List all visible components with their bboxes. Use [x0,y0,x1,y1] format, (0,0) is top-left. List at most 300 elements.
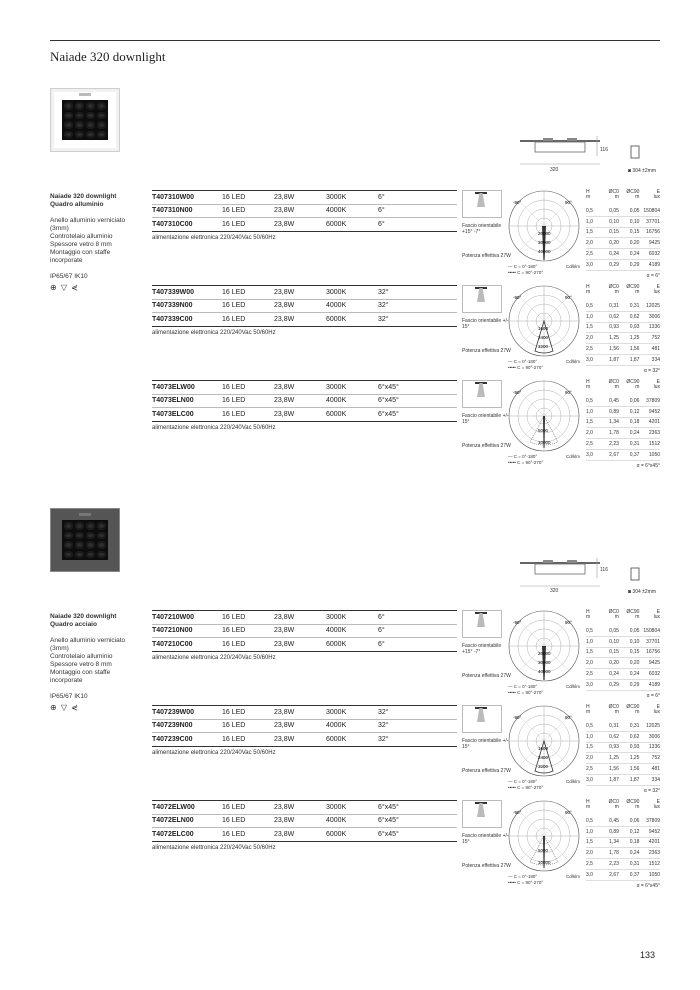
power: 23,8W [274,383,295,391]
photometry-cell: 1,87 [629,776,640,783]
photometry-cell: 0,93 [629,324,640,331]
photometry-cell: 1,78 [609,430,619,437]
photometry-unit-cell: lux [653,804,661,810]
photometry-cell: 0,24 [609,671,619,678]
polar-axis-left: -90° [513,200,522,205]
beam-angle: 6° [378,207,385,215]
photometry-cell: 1,5 [586,229,593,236]
dim-height-top: 116 [600,147,608,153]
photometry-cell: 2,5 [586,861,593,868]
photometry-units [586,615,660,620]
beam-angle: 6°x45° [378,410,399,418]
desc-line: Anello alluminio verniciato [50,637,126,644]
photometry-cell: 0,20 [609,660,619,667]
photometry-row [586,228,660,239]
photometry-cell: 481 [651,346,661,353]
photometry-cell: 0,5 [586,397,593,404]
desc-line: incorporate [50,677,83,684]
photometry-cell: 1,87 [609,776,619,783]
photometry-unit-cell: m [586,804,591,810]
photometry-cell: 37701 [646,638,661,645]
photometry-header-cell: ØC90 [626,704,640,710]
product-code: T407210N00 [152,627,193,635]
photometry-cell: 12025 [646,302,661,309]
effective-power-note: Potenza effettiva 27W [462,673,511,679]
photometry-cell: 752 [651,335,661,342]
polar-axis-left: -90° [513,810,522,815]
photometry-cell: 2,0 [586,335,593,342]
power: 23,8W [274,817,295,825]
photometry-cell: 2,0 [586,755,593,762]
photometry-table [586,190,660,279]
photometry-row [586,732,660,743]
product-code: T4073ELN00 [152,397,194,405]
polar-legend [508,779,588,791]
polar-legend [508,359,588,371]
product-code: T407339C00 [152,315,193,323]
photometry-cell: 0,05 [629,207,640,214]
desc-line: incorporate [50,257,83,264]
photometry-cell: 2,5 [586,766,593,773]
led-count: 16 LED [222,207,246,215]
photometry-units [586,290,660,295]
photometry-cell: 9452 [648,408,661,415]
photometry-cell: 752 [651,755,661,762]
product-photo-steel [50,508,120,572]
photometry-cell: 0,18 [629,839,640,846]
photometry-cell: 0,93 [609,324,619,331]
photometry-header-cell: E [656,189,661,195]
photometry-unit-cell: m [586,709,591,715]
desc-line: Montaggio con staffe [50,249,111,256]
beam-angle-note: α = 32° [643,367,660,374]
polar-axis-right: 90° [565,200,572,205]
color-temperature: 3000K [326,708,347,716]
product-photo-aluminium [50,88,120,152]
photometry-row [586,626,660,637]
product-table [152,705,457,756]
beam-angle: 32° [378,735,389,743]
legend-c90: ••••• C = 90°-270° [508,460,544,465]
photometry-cell: 0,20 [629,240,640,247]
color-temperature: 6000K [326,315,347,323]
product-code: T407310W00 [152,193,195,201]
beam-angle: 32° [378,302,389,310]
power: 23,8W [274,708,295,716]
photometry-unit-cell: m [614,194,619,200]
table-row [152,380,457,395]
photometry-header-cell: E [656,799,661,805]
polar-axis-right: 90° [565,390,572,395]
photometry-row [586,301,660,312]
photometry-unit-cell: m [586,614,591,620]
polar-legend [508,874,588,886]
dim-width-bottom: 320 [550,588,559,594]
photometry-header-cell: ØC0 [608,379,619,385]
color-temperature: 4000K [326,397,347,405]
polar-diagram [508,705,580,777]
power: 23,8W [274,640,295,648]
effective-power-note: Potenza effettiva 27W [462,443,511,449]
polar-axis-right: 90° [565,295,572,300]
power: 23,8W [274,302,295,310]
beam-orientation-note: Fascio orientabile +/- 15° [462,833,509,845]
polar-axis-left: -90° [513,390,522,395]
polar-axis-left: -90° [513,620,522,625]
beam-angle: 6° [378,193,385,201]
photometry-cell: 0,5 [586,627,593,634]
photometry-unit-cell: m [635,384,640,390]
led-count: 16 LED [222,722,246,730]
product-code: T407239W00 [152,708,195,716]
photometry-cell: 481 [651,766,661,773]
photometry-cell: 0,15 [629,229,640,236]
beam-angle: 6° [378,613,385,621]
photometry-cell: 1,5 [586,839,593,846]
photometry-row [586,333,660,344]
color-temperature: 4000K [326,627,347,635]
photometry-cell: 1,87 [609,356,619,363]
polar-ring-label: 10000 [538,440,551,445]
color-temperature: 6000K [326,735,347,743]
beam-angle: 32° [378,722,389,730]
photometry-cell: 0,20 [629,660,640,667]
color-temperature: 6000K [326,220,347,228]
desc-line: (3mm) [50,645,69,652]
photometry-cell: 0,18 [629,419,640,426]
photometry-cell: 1,5 [586,419,593,426]
photometry-unit-cell: m [614,709,619,715]
photometry-cell: 0,10 [609,638,619,645]
photometry-unit-cell: lux [653,614,661,620]
beam-angle: 6°x45° [378,817,399,825]
photometry-row [586,838,660,849]
photometry-row [586,775,660,786]
photometry-cell: 0,06 [629,817,640,824]
photometry-cell: 0,15 [609,649,619,656]
desc-line: (3mm) [50,225,69,232]
photometry-cell: 0,5 [586,722,593,729]
beam-angle: 32° [378,315,389,323]
photometry-cell: 150804 [643,207,661,214]
section-subtitle: Quadro alluminio [50,201,104,208]
product-table [152,190,457,241]
table-row [152,218,457,232]
led-count: 16 LED [222,613,246,621]
photometry-cell: 2,5 [586,346,593,353]
legend-c90: ••••• C = 90°-270° [508,270,544,275]
desc-line: Spessore vetro 8 mm [50,241,112,248]
polar-ring-label: 2400 [538,335,549,340]
legend-c0: — C = 0°-180° [508,264,538,269]
photometry-unit-cell: m [635,614,640,620]
product-code: T407310C00 [152,220,193,228]
table-row [152,395,457,409]
beam-orientation-note: Fascio orientabile +/- 15° [462,318,509,330]
polar-ring-label: 5000 [538,428,549,433]
legend-c90: ••••• C = 90°-270° [508,690,544,695]
photometry-cell: 2363 [648,850,661,857]
color-temperature: 3000K [326,803,347,811]
photometry-cell: 2,0 [586,430,593,437]
certification-icons: ⊕ ▽ ⋞ [50,283,80,292]
photometry-cell: 0,31 [629,302,640,309]
desc-line: Controtelaio alluminio [50,653,113,660]
photometry-row [586,648,660,659]
product-code: T407239C00 [152,735,193,743]
legend-c90: ••••• C = 90°-270° [508,785,544,790]
led-count: 16 LED [222,315,246,323]
photometry-row [586,680,660,691]
polar-axis-left: -90° [513,715,522,720]
polar-ring-label: 2400 [538,755,549,760]
photometry-units [586,710,660,715]
product-code: T407239N00 [152,722,193,730]
photometry-header-cell: H [586,799,590,805]
photometry-cell: 0,37 [629,451,640,458]
legend-c0: — C = 0°-180° [508,779,538,784]
photometry-row [586,217,660,228]
photometry-row [586,450,660,461]
beam-orientation-note: Fascio orientabile +/- 15° [462,738,509,750]
power-supply-note: alimentazione elettronica 220/240Vac 50/60Hz [152,654,276,661]
photometry-row [586,249,660,260]
color-temperature: 3000K [326,613,347,621]
photometry-row [586,355,660,366]
photometry-cell: 3,0 [586,261,593,268]
table-row [152,205,457,219]
dim-cutout-bottom: ◙ 304 ±2mm [628,589,656,595]
color-temperature: 4000K [326,207,347,215]
effective-power-note: Potenza effettiva 27W [462,768,511,774]
table-row [152,610,457,625]
polar-diagram [508,190,580,262]
beam-angle: 6°x45° [378,803,399,811]
product-code: T4072ELN00 [152,817,194,825]
page-number: 133 [640,950,656,960]
led-count: 16 LED [222,193,246,201]
photometry-cell: 4201 [648,839,661,846]
polar-unit: Cd/klm [566,779,581,784]
section-name: Naiade 320 downlight [50,613,117,620]
photometry-table [586,800,660,889]
photometry-unit-cell: m [586,194,591,200]
photometry-cell: 2,23 [609,441,619,448]
power: 23,8W [274,613,295,621]
photometry-cell: 0,05 [609,627,619,634]
beam-angle: 6° [378,220,385,228]
section-subtitle: Quadro acciaio [50,621,97,628]
beam-angle-note: α = 6° [646,692,660,699]
polar-ring-label: 10000 [538,860,551,865]
dim-height-bottom: 116 [600,567,608,573]
beam-shape-icon [462,285,502,313]
photometry-header-cell: E [656,704,661,710]
power: 23,8W [274,315,295,323]
photometry-cell: 0,89 [609,408,619,415]
power-supply-note: alimentazione elettronica 220/240Vac 50/60Hz [152,424,276,431]
product-code: T4073ELW00 [152,383,195,391]
product-code: T4072ELC00 [152,830,194,838]
photometry-cell: 334 [651,776,661,783]
photometry-header-cell: ØC0 [608,609,619,615]
certification-icons: ⊕ ▽ ⋞ [50,703,80,712]
photometry-row [586,407,660,418]
beam-angle: 6°x45° [378,383,399,391]
photometry-cell: 4189 [648,681,661,688]
beam-angle-note: α = 32° [643,787,660,794]
photometry-row [586,323,660,334]
photometry-cell: 2363 [648,430,661,437]
photometry-cell: 1,5 [586,324,593,331]
color-temperature: 4000K [326,817,347,825]
photometry-cell: 0,29 [609,261,619,268]
polar-legend [508,684,588,696]
photometry-cell: 2,5 [586,251,593,258]
photometry-header-cell: H [586,704,590,710]
product-code: T407210C00 [152,640,193,648]
photometry-row [586,206,660,217]
photometry-cell: 1,25 [629,755,640,762]
photometry-cell: 0,12 [629,408,640,415]
photometry-cell: 1,0 [586,828,593,835]
dim-width-top: 320 [550,167,559,173]
polar-legend [508,264,588,276]
photometry-cell: 3,0 [586,776,593,783]
photometry-table [586,380,660,469]
color-temperature: 6000K [326,410,347,418]
table-row [152,408,457,422]
color-temperature: 3000K [326,383,347,391]
legend-c0: — C = 0°-180° [508,454,538,459]
photometry-row [586,418,660,429]
beam-angle: 6° [378,640,385,648]
photometry-unit-cell: m [635,709,640,715]
photometry-header-cell: ØC90 [626,379,640,385]
led-count: 16 LED [222,288,246,296]
photometry-header-cell: ØC0 [608,704,619,710]
photometry-cell: 0,05 [609,207,619,214]
beam-angle: 32° [378,708,389,716]
polar-ring-label: 30000 [538,660,551,665]
photometry-unit-cell: m [586,384,591,390]
product-table [152,610,457,661]
photometry-unit-cell: lux [653,194,661,200]
beam-shape-icon [462,380,502,408]
beam-angle: 6°x45° [378,397,399,405]
photometry-row [586,260,660,271]
beam-angle: 6°x45° [378,830,399,838]
product-code: T407339W00 [152,288,195,296]
photometry-cell: 0,37 [629,871,640,878]
photometry-row [586,428,660,439]
led-count: 16 LED [222,410,246,418]
photometry-cell: 6032 [648,251,661,258]
polar-ring-label: 30000 [538,240,551,245]
photometry-cell: 1,34 [609,839,619,846]
photometry-cell: 37809 [646,817,661,824]
power: 23,8W [274,220,295,228]
table-row [152,638,457,652]
photometry-cell: 3,0 [586,356,593,363]
led-count: 16 LED [222,220,246,228]
photometry-header-cell: E [656,609,661,615]
photometry-cell: 2,0 [586,240,593,247]
photometry-header-cell: H [586,284,590,290]
product-code: T407339N00 [152,302,193,310]
desc-line: Anello alluminio verniciato [50,217,126,224]
photometry-cell: 3006 [648,733,661,740]
photometry-table [586,285,660,374]
photometry-cell: 0,10 [629,218,640,225]
photometry-row [586,344,660,355]
photometry-row [586,238,660,249]
photometry-table [586,610,660,699]
desc-line: Spessore vetro 8 mm [50,661,112,668]
led-count: 16 LED [222,830,246,838]
photometry-cell: 4189 [648,261,661,268]
photometry-cell: 0,5 [586,302,593,309]
color-temperature: 6000K [326,830,347,838]
photometry-row [586,816,660,827]
beam-orientation-note: Fascio orientabile +15° -7° [462,643,502,655]
polar-axis-left: -90° [513,295,522,300]
photometry-cell: 0,5 [586,207,593,214]
beam-angle-note: α = 6°x45° [636,882,660,889]
beam-angle: 32° [378,288,389,296]
photometry-header-cell: ØC90 [626,799,640,805]
photometry-header-cell: ØC90 [626,284,640,290]
photometry-unit-cell: m [614,384,619,390]
photometry-cell: 1,34 [609,419,619,426]
photometry-cell: 1,25 [609,335,619,342]
photometry-cell: 0,20 [609,240,619,247]
photometry-cell: 0,45 [609,397,619,404]
photometry-row [586,753,660,764]
photometry-cell: 0,05 [629,627,640,634]
photometry-unit-cell: lux [653,709,661,715]
table-row [152,800,457,815]
photometry-cell: 1,0 [586,408,593,415]
photometry-cell: 1,5 [586,649,593,656]
photometry-cell: 0,31 [629,441,640,448]
beam-shape-icon [462,800,502,828]
photometry-cell: 1,87 [629,356,640,363]
polar-ring-label: 5000 [538,848,549,853]
section-name: Naiade 320 downlight [50,193,117,200]
table-row [152,300,457,314]
product-code: T4072ELW00 [152,803,195,811]
section-info-steel [50,613,145,712]
power: 23,8W [274,397,295,405]
photometry-cell: 1,0 [586,218,593,225]
photometry-cell: 1512 [648,861,661,868]
photometry-cell: 1336 [648,744,661,751]
photometry-cell: 12025 [646,722,661,729]
photometry-cell: 0,31 [629,722,640,729]
power: 23,8W [274,193,295,201]
photometry-cell: 0,29 [629,681,640,688]
polar-ring-label: 3200 [538,764,549,769]
photometry-cell: 0,12 [629,828,640,835]
effective-power-note: Potenza effettiva 27W [462,253,511,259]
photometry-table [586,705,660,794]
photometry-cell: 0,31 [609,722,619,729]
photometry-row [586,859,660,870]
photometry-cell: 1,5 [586,744,593,751]
ip-rating: IP65/67 IK10 [50,693,88,700]
legend-c0: — C = 0°-180° [508,684,538,689]
